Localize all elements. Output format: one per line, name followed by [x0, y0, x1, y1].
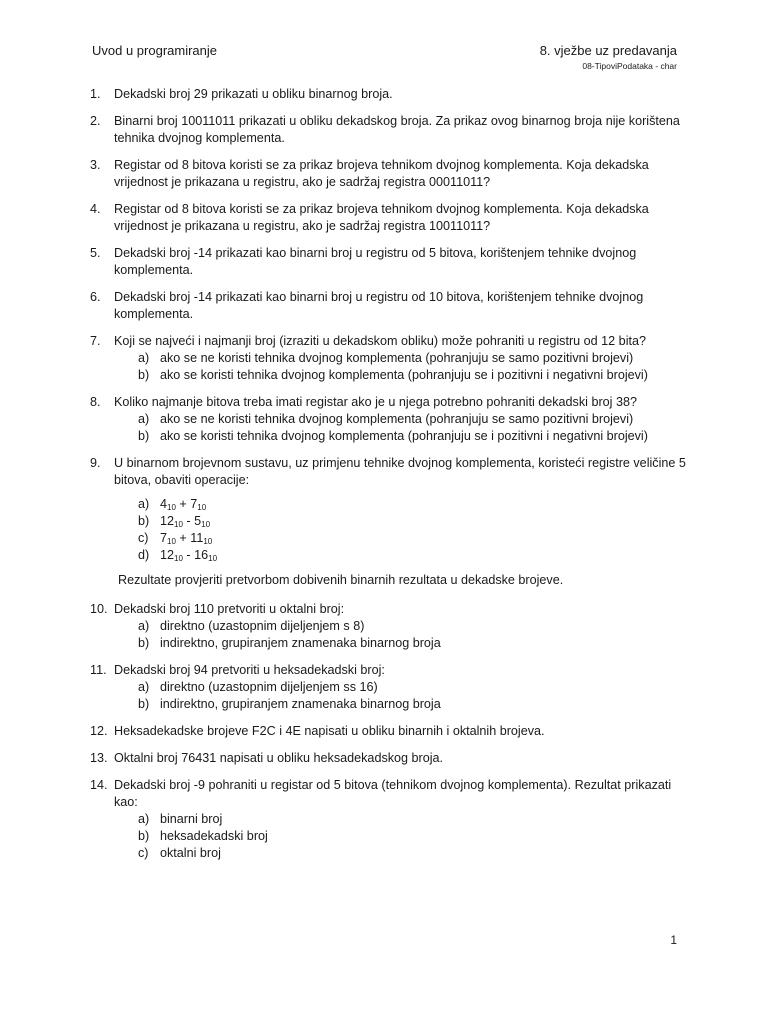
sub-item-list [138, 679, 690, 713]
exercise-text: Dekadski broj -9 pohraniti u registar od 5 bitova (tehnikom dvojnog komplementa). Rezultat prikazati kao: [114, 778, 672, 809]
base-subscript: 10 [174, 520, 183, 529]
exercise-number: 4. [90, 202, 101, 216]
base-subscript: 10 [203, 537, 213, 546]
exercise-item [90, 113, 690, 147]
exercise-text: Heksadekadske brojeve F2C i 4E napisati u obliku binarnih i oktalnih brojeva. [114, 724, 545, 738]
exercise-title: 8. vježbe uz predavanja [539, 43, 677, 58]
sub-item [138, 635, 690, 652]
sub-item-text: ako se ne koristi tehnika dvojnog komplementa (pohranjuju se samo pozitivni brojevi) [160, 412, 634, 426]
exercise-text: Koliko najmanje bitova treba imati registar ako je u njega potrebno pohraniti dekadski broj 38? [114, 395, 637, 409]
exercise-body [114, 86, 690, 103]
operator: + [175, 531, 191, 545]
exercise-item [90, 662, 690, 713]
sub-item-letter: a) [138, 351, 150, 365]
sub-item-letter: a) [138, 412, 150, 426]
sub-item-text: ako se koristi tehnika dvojnog komplementa (pohranjuju se i pozitivni i negativni brojevi) [160, 429, 648, 443]
sub-item-letter: a) [138, 680, 150, 694]
sub-item-list [138, 411, 690, 445]
exercise-text: Dekadski broj 94 pretvoriti u heksadekadski broj: [114, 663, 385, 677]
operation-expression [160, 547, 217, 564]
operation-expression [160, 496, 206, 513]
base-subscript: 10 [167, 503, 176, 512]
operation-letter: a) [138, 497, 150, 511]
sub-item-text: ako se ne koristi tehnika dvojnog komplementa (pohranjuju se samo pozitivni brojevi) [160, 351, 634, 365]
exercise-text: U binarnom brojevnom sustavu, uz primjenu tehnike dvojnog komplementa, koristeći registre veličine 5 bitova, obaviti operacije: [114, 456, 686, 487]
exercise-number: 11. [90, 663, 107, 677]
operator: - [182, 514, 195, 528]
exercise-item [90, 289, 690, 323]
sub-item-text: heksadekadski broj [160, 829, 268, 843]
exercise-text: Registar od 8 bitova koristi se za prikaz brojeva tehnikom dvojnog komplementa. Koja dekadska vrijednost je prikazana u registru, ako je sadržaj registra 00011011? [114, 158, 649, 189]
operand-2: 11 [190, 531, 204, 545]
sub-item [138, 350, 690, 367]
exercise-text: Binarni broj 10011011 prikazati u obliku dekadskog broja. Za prikaz ovog binarnog broja nije korištena tehnika dvojnog komplementa. [114, 114, 680, 145]
sub-item-text: binarni broj [160, 812, 223, 826]
base-subscript: 10 [197, 503, 207, 512]
operation-letter: c) [138, 531, 149, 545]
exercise-text: Registar od 8 bitova koristi se za prikaz brojeva tehnikom dvojnog komplementa. Koja dekadska vrijednost je prikazana u registru, ako je sadržaj registra 10011011? [114, 202, 649, 233]
exercise-item [90, 157, 690, 191]
sub-item-letter: b) [138, 429, 150, 443]
sub-item-letter: a) [138, 619, 150, 633]
sub-item-list [138, 350, 690, 384]
operation-item [138, 547, 690, 564]
exercise-text: Koji se najveći i najmanji broj (izraziti u dekadskom obliku) može pohraniti u registru od 12 bita? [114, 334, 646, 348]
exercise-text: Dekadski broj 29 prikazati u obliku binarnog broja. [114, 87, 393, 101]
sub-item-text: oktalni broj [160, 846, 221, 860]
exercise-body [114, 777, 690, 862]
base-subscript: 10 [208, 554, 218, 563]
exercise-number: 1. [90, 87, 101, 101]
exercise-body [114, 723, 690, 740]
exercise-body [114, 113, 690, 147]
exercise-body [114, 394, 690, 445]
exercise-body [114, 201, 690, 235]
sub-item [138, 811, 690, 828]
exercise-body [114, 245, 690, 279]
exercise-item [90, 750, 690, 767]
exercise-item [90, 86, 690, 103]
exercise-text: Dekadski broj -14 prikazati kao binarni broj u registru od 5 bitova, korištenjem tehnike dvojnog komplementa. [114, 246, 637, 277]
exercise-number: 7. [90, 334, 101, 348]
exercise-number: 9. [90, 456, 101, 470]
operation-item [138, 513, 690, 530]
course-title: Uvod u programiranje [92, 43, 218, 58]
exercise-body [114, 157, 690, 191]
sub-item [138, 828, 690, 845]
exercise-number: 14. [90, 778, 108, 792]
sub-item [138, 696, 690, 713]
exercise-number: 2. [90, 114, 101, 128]
operand-1: 4 [160, 497, 168, 511]
base-subscript: 10 [174, 554, 183, 563]
operation-item [138, 530, 690, 547]
sub-item [138, 411, 690, 428]
sub-item-letter: c) [138, 846, 149, 860]
sub-item-text: ako se koristi tehnika dvojnog komplementa (pohranjuju se i pozitivni i negativni brojevi) [160, 368, 648, 382]
exercise-body [114, 750, 690, 767]
exercise-subtitle: 08-TipoviPodataka - char [582, 61, 677, 71]
exercise-body [114, 601, 690, 652]
operator: - [182, 548, 195, 562]
exercise-item [90, 245, 690, 279]
sub-item-letter: b) [138, 636, 150, 650]
exercise-number: 6. [90, 290, 101, 304]
operation-list [138, 496, 690, 564]
exercise-number: 5. [90, 246, 101, 260]
sub-item [138, 367, 690, 384]
operand-1: 7 [160, 531, 168, 545]
exercise-list [90, 86, 690, 872]
exercise-number: 13. [90, 751, 108, 765]
exercise-number: 10. [90, 602, 108, 616]
exercise-item [90, 333, 690, 384]
operand-2: 7 [190, 497, 198, 511]
operator: + [175, 497, 191, 511]
sub-item-text: indirektno, grupiranjem znamenaka binarnog broja [160, 636, 441, 650]
sub-item-text: direktno (uzastopnim dijeljenjem s 8) [160, 619, 365, 633]
sub-item [138, 618, 690, 635]
exercise-item [90, 723, 690, 740]
operation-item [138, 496, 690, 513]
sub-item [138, 845, 690, 862]
operand-2: 5 [194, 514, 202, 528]
operation-expression [160, 513, 210, 530]
operand-1: 12 [160, 514, 175, 528]
exercise-body [114, 455, 690, 564]
base-subscript: 10 [167, 537, 176, 546]
exercise-text: Dekadski broj 110 pretvoriti u oktalni broj: [114, 602, 345, 616]
sub-item-list [138, 811, 690, 862]
operation-letter: b) [138, 514, 150, 528]
sub-item-list [138, 618, 690, 652]
sub-item-text: direktno (uzastopnim dijeljenjem ss 16) [160, 680, 378, 694]
exercise-text: Dekadski broj -14 prikazati kao binarni broj u registru od 10 bitova, korištenjem tehnike dvojnog komplementa. [114, 290, 644, 321]
exercise-item [90, 601, 690, 652]
sub-item-letter: b) [138, 829, 150, 843]
operation-expression [160, 530, 212, 547]
exercise-body [114, 289, 690, 323]
exercise-item [90, 777, 690, 862]
sub-item-letter: b) [138, 368, 150, 382]
exercise-item [90, 394, 690, 445]
exercise-item [90, 201, 690, 235]
exercise-note: Rezultate provjeriti pretvorbom dobivenih binarnih rezultata u dekadske brojeve. [118, 573, 564, 587]
operand-2: 16 [194, 548, 209, 562]
sub-item-letter: a) [138, 812, 150, 826]
exercise-number: 3. [90, 158, 101, 172]
exercise-text: Oktalni broj 76431 napisati u obliku heksadekadskog broja. [114, 751, 444, 765]
exercise-item [90, 455, 690, 564]
operand-1: 12 [160, 548, 175, 562]
sub-item-text: indirektno, grupiranjem znamenaka binarnog broja [160, 697, 441, 711]
operation-letter: d) [138, 548, 150, 562]
exercise-body [114, 662, 690, 713]
exercise-number: 12. [90, 724, 108, 738]
page-number: 1 [670, 933, 677, 947]
sub-item [138, 428, 690, 445]
sub-item [138, 679, 690, 696]
exercise-number: 8. [90, 395, 101, 409]
base-subscript: 10 [201, 520, 211, 529]
exercise-body [114, 333, 690, 384]
sub-item-letter: b) [138, 697, 150, 711]
